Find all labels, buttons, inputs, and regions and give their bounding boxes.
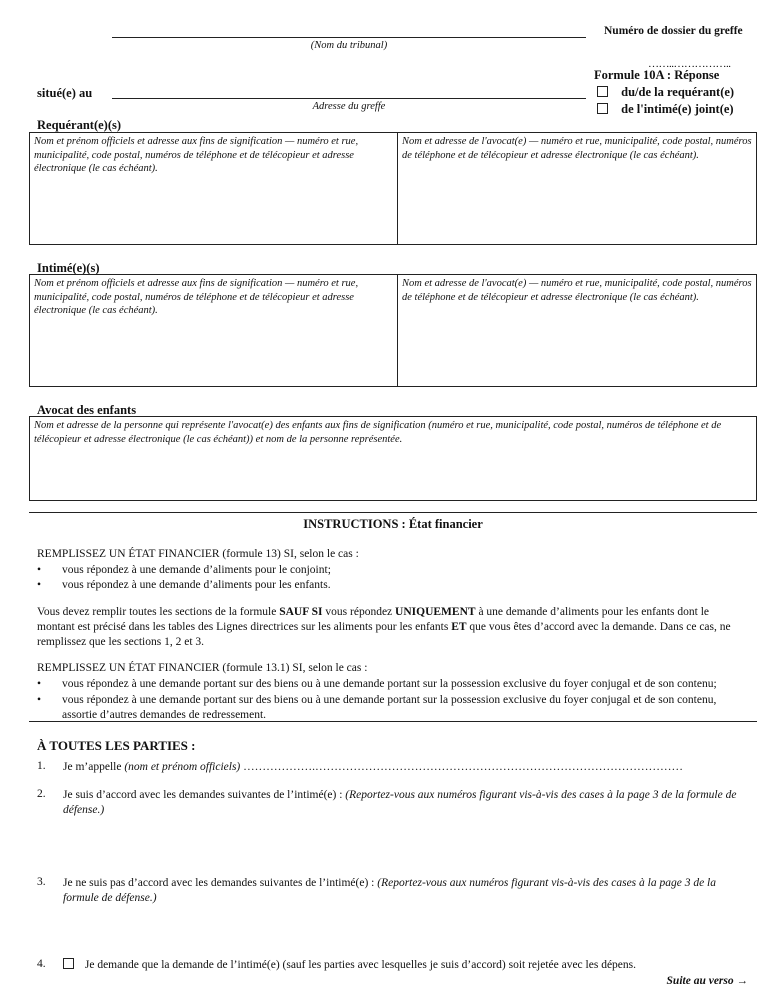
children-lawyer-heading: Avocat des enfants [37, 403, 137, 417]
bullet-icon: • [37, 564, 42, 576]
item-number: 4. [37, 958, 46, 970]
form13-bullet-text: vous répondez à une demande d’aliments pour les enfants. [62, 579, 331, 591]
exception-emph: SAUF SI [279, 606, 323, 618]
agree-claims-hint: (Reportez-vous aux numéros figurant vis-à-vis des cases à la page 3 de la formule de défense.) [63, 789, 737, 816]
bullet-icon: • [37, 579, 42, 591]
form131-bullet [37, 677, 752, 692]
option-applicant-row[interactable] [597, 85, 734, 100]
disagree-claims-label [63, 876, 753, 906]
bullet-icon: • [37, 678, 42, 690]
form-title: Formule 10A : Réponse [594, 68, 720, 82]
bullet-icon: • [37, 694, 42, 706]
dismiss-claim-row[interactable] [63, 958, 753, 973]
court-file-number-field[interactable]: ……..…………….. [648, 58, 731, 70]
form13-bullet [37, 578, 752, 593]
exception-text: à une demande d’aliments pour les enfants dont le montant est précisé dans les tables des Lignes directrices sur les aliments pour les enfants [37, 606, 710, 633]
form13-intro: REMPLISSEZ UN ÉTAT FINANCIER (formule 13) SI, selon le cas : [37, 548, 359, 560]
instructions-bottom-rule [29, 721, 757, 722]
exception-emph: UNIQUEMENT [395, 606, 476, 618]
applicant-info-cell[interactable] [29, 132, 398, 245]
form131-bullet-text: vous répondez à une demande portant sur des biens ou à une demande portant sur la possession exclusive du foyer conjugal et de son contenu, assortie d’autres demandes de redressement. [62, 694, 717, 721]
form131-intro: REMPLISSEZ UN ÉTAT FINANCIER (formule 13.1) SI, selon le cas : [37, 662, 368, 674]
located-at-label: situé(e) au [37, 86, 93, 100]
name-label: Je m’appelle [63, 761, 125, 773]
dismiss-claim-checkbox[interactable] [63, 958, 74, 969]
name-dots: ……………….…………………………………………………………………………………… [240, 761, 683, 773]
exception-emph: ET [451, 621, 467, 633]
court-file-label: Numéro de dossier du greffe [604, 25, 743, 37]
applicants-heading: Requérant(e)(s) [37, 118, 122, 132]
court-name-line[interactable] [112, 37, 586, 38]
court-address-caption: Adresse du greffe [312, 101, 386, 112]
option-respondent-row[interactable] [597, 102, 734, 117]
respondents-heading: Intimé(e)(s) [37, 261, 100, 275]
item-number: 2. [37, 788, 46, 800]
children-lawyer-label: Nom et adresse de la personne qui représente l'avocat(e) des enfants aux fins de signification (numéro et rue, municipalité, code postal, numéros de téléphone et de télécopieur et adresse électronique (le cas échéant)) et nom de la personne représentée. [34, 420, 722, 445]
agree-claims-text: Je suis d’accord avec les demandes suivantes de l’intimé(e) : [63, 789, 346, 801]
respondent-lawyer-label: Nom et adresse de l'avocat(e) — numéro et rue, municipalité, code postal, numéros de téléphone et de télécopieur et adresse électronique (le cas échéant). [402, 278, 752, 303]
instructions-title: INSTRUCTIONS : État financier [303, 517, 483, 531]
item-number: 1. [37, 760, 46, 772]
disagree-claims-hint: (Reportez-vous aux numéros figurant vis-à-vis des cases à la page 3 de la formule de défense.) [63, 877, 716, 904]
applicant-lawyer-label: Nom et adresse de l'avocat(e) — numéro et rue, municipalité, code postal, numéros de téléphone et de télécopieur et adresse électronique (le cas échéant). [402, 136, 752, 161]
dismiss-claim-label: Je demande que la demande de l’intimé(e) (sauf les parties avec lesquelles je suis d’accord) soit rejetée avec les dépens. [84, 959, 636, 971]
instructions-top-rule [29, 512, 757, 513]
exception-text: vous répondez [322, 606, 396, 618]
respondent-lawyer-cell[interactable] [397, 274, 757, 387]
continue-on-back: Suite au verso → [666, 975, 748, 987]
option-respondent-label: de l'intimé(e) joint(e) [621, 102, 734, 116]
applicant-lawyer-cell[interactable] [397, 132, 757, 245]
item-number: 3. [37, 876, 46, 888]
children-lawyer-cell[interactable] [29, 416, 757, 501]
agree-claims-area[interactable] [63, 818, 753, 868]
disagree-claims-text: Je ne suis pas d’accord avec les demandes suivantes de l’intimé(e) : [63, 877, 378, 889]
applicant-checkbox[interactable] [597, 86, 608, 97]
form13-bullet-text: vous répondez à une demande d’aliments pour le conjoint; [62, 564, 331, 576]
court-name-caption: (Nom du tribunal) [310, 40, 388, 51]
respondent-info-cell[interactable] [29, 274, 398, 387]
respondent-checkbox[interactable] [597, 103, 608, 114]
exception-text: Vous devez remplir toutes les sections de la formule [37, 606, 280, 618]
respondent-info-label: Nom et prénom officiels et adresse aux fins de signification — numéro et rue, municipalité, code postal, numéros de téléphone et de télécopieur et adresse électronique (le cas échéant). [34, 278, 359, 316]
applicant-info-label: Nom et prénom officiels et adresse aux fins de signification — numéro et rue, municipalité, code postal, numéros de téléphone et de télécopieur et adresse électronique (le cas échéant). [34, 136, 359, 174]
form131-bullet-text: vous répondez à une demande portant sur des biens ou à une demande portant sur la possession exclusive du foyer conjugal et de son contenu; [62, 678, 717, 690]
option-applicant-label: du/de la requérant(e) [621, 85, 735, 99]
court-address-line[interactable] [112, 98, 586, 99]
form13-bullet [37, 563, 752, 578]
all-parties-heading: À TOUTES LES PARTIES : [37, 738, 196, 753]
form131-bullet [37, 693, 752, 723]
exception-paragraph [37, 605, 747, 650]
name-line[interactable] [63, 760, 753, 775]
disagree-claims-area[interactable] [63, 906, 753, 951]
agree-claims-label [63, 788, 753, 818]
name-hint: (nom et prénom officiels) [124, 761, 241, 773]
exception-text: que vous êtes d’accord avec la demande. Dans ce cas, ne remplissez que les sections 1, 2 et 3. [37, 621, 731, 648]
